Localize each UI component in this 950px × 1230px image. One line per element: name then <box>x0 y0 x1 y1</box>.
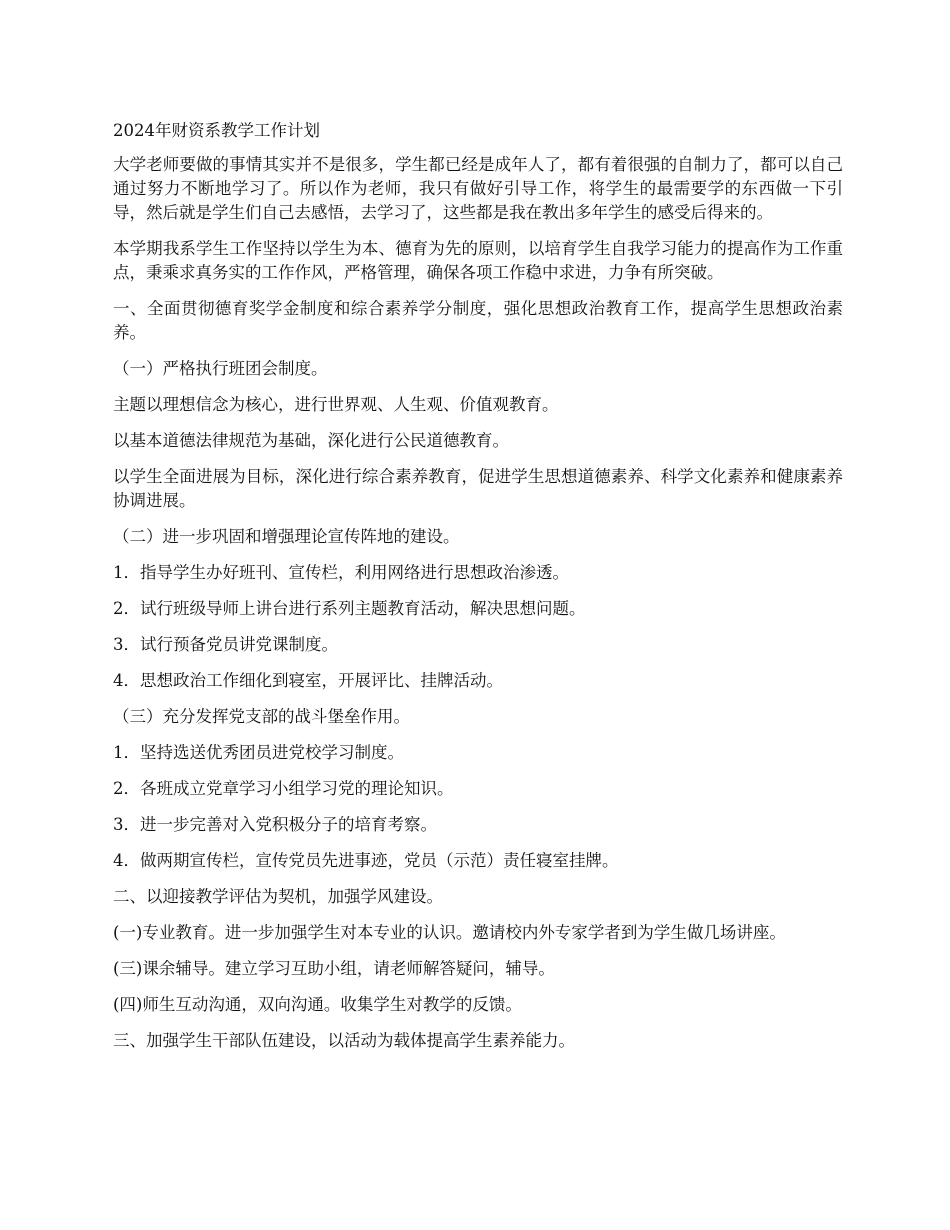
document-page <box>113 119 843 1065</box>
section-heading-3: 三、加强学生干部队伍建设，以活动为载体提高学生素养能力。 <box>113 1031 575 1050</box>
paragraph-item: 主题以理想信念为核心，进行世界观、人生观、价值观教育。 <box>113 395 559 414</box>
paragraph-item: 以学生全面进展为目标，深化进行综合素养教育，促进学生思想道德素养、科学文化素养和健康素养协调进展。 <box>113 467 843 510</box>
document-title: 2024年财资系教学工作计划 <box>113 121 320 140</box>
section-heading-1: 一、全面贯彻德育奖学金制度和综合素养学分制度，强化思想政治教育工作，提高学生思想政治素养。 <box>113 299 843 342</box>
section-heading-2: 二、以迎接教学评估为契机，加强学风建设。 <box>113 887 443 906</box>
list-item: 1．坚持选送优秀团员进党校学习制度。 <box>113 743 404 762</box>
subsection-item: (三)课余辅导。建立学习互助小组，请老师解答疑问，辅导。 <box>113 959 555 978</box>
paragraph-item: 以基本道德法律规范为基础，深化进行公民道德教育。 <box>113 431 509 450</box>
subsection-heading-1-3: （三）充分发挥党支部的战斗堡垒作用。 <box>113 707 410 726</box>
subsection-heading-1-1: （一）严格执行班团会制度。 <box>113 359 328 378</box>
subsection-item: (一)专业教育。进一步加强学生对本专业的认识。邀请校内外专家学者到为学生做几场讲座。 <box>113 923 786 942</box>
list-item: 2．各班成立党章学习小组学习党的理论知识。 <box>113 779 454 798</box>
list-item: 3．试行预备党员讲党课制度。 <box>113 635 338 654</box>
subsection-heading-1-2: （二）进一步巩固和增强理论宣传阵地的建设。 <box>113 527 460 546</box>
list-item: 3．进一步完善对入党积极分子的培育考察。 <box>113 815 437 834</box>
paragraph-principle: 本学期我系学生工作坚持以学生为本、德育为先的原则，以培育学生自我学习能力的提高作为工作重点，秉乘求真务实的工作作风，严格管理，确保各项工作稳中求进，力争有所突破。 <box>113 239 843 282</box>
list-item: 4．做两期宣传栏，宣传党员先进事迹，党员（示范）责任寝室挂牌。 <box>113 851 619 870</box>
list-item: 1．指导学生办好班刊、宣传栏，利用网络进行思想政治渗透。 <box>113 563 569 582</box>
list-item: 4．思想政治工作细化到寝室，开展评比、挂牌活动。 <box>113 671 503 690</box>
paragraph-intro: 大学老师要做的事情其实并不是很多，学生都已经是成年人了，都有着很强的自制力了，都可以自己通过努力不断地学习了。所以作为老师，我只有做好引导工作，将学生的最需要学的东西做一下引导，然后就是学生们自己去感悟，去学习了，这些都是我在教出多年学生的感受后得来的。 <box>113 155 843 222</box>
list-item: 2．试行班级导师上讲台进行系列主题教育活动，解决思想问题。 <box>113 599 586 618</box>
subsection-item: (四)师生互动沟通，双向沟通。收集学生对教学的反馈。 <box>113 995 522 1014</box>
